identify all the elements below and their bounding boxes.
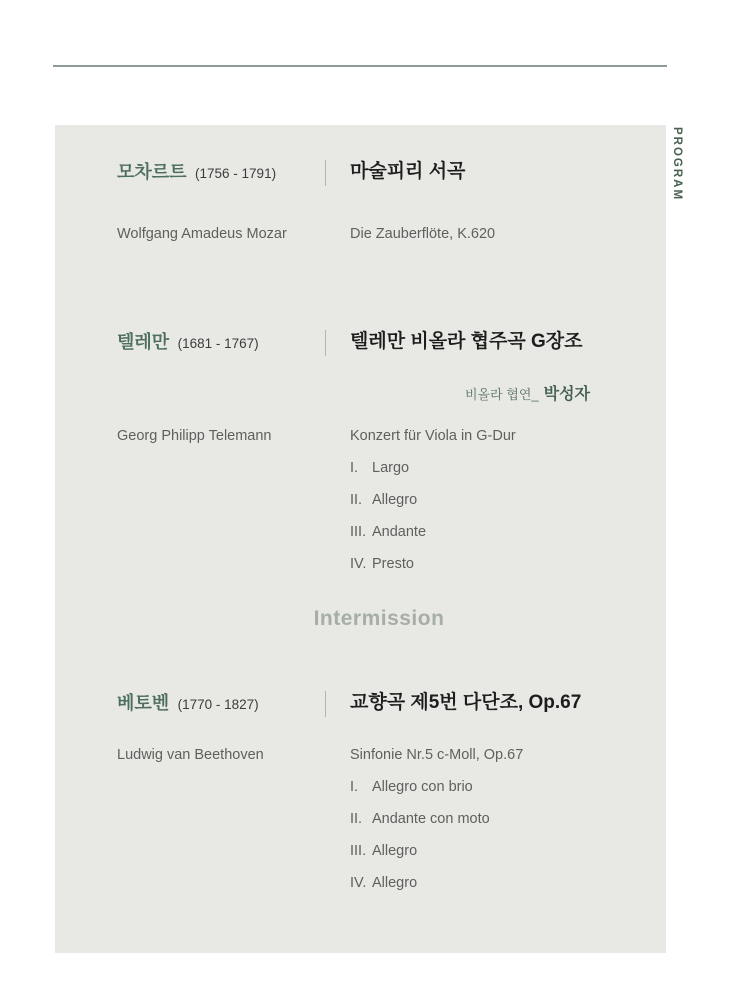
movement-item [350, 867, 641, 899]
composer-name-en: Georg Philipp Telemann [117, 428, 272, 444]
movement-item [350, 484, 641, 516]
soloist-name: 박성자 [543, 386, 590, 403]
movement-item [350, 835, 641, 867]
entry-detail-telemann [117, 420, 641, 580]
composer-dates: (1681 - 1767) [177, 336, 259, 351]
movement-numeral: III. [350, 843, 367, 859]
movement-name: Presto [372, 556, 414, 572]
program-vertical-label: PROGRAM [671, 127, 683, 202]
movement-item [350, 452, 641, 484]
movement-item [350, 771, 641, 803]
entry-header-mozart [117, 159, 641, 187]
work-title-en: Sinfonie Nr.5 c-Moll, Op.67 [350, 747, 524, 763]
entry-header-telemann [117, 329, 641, 357]
movement-numeral: IV. [350, 556, 367, 572]
movement-name: Andante con moto [372, 811, 490, 827]
entry-header-beethoven [117, 690, 641, 718]
work-detail [350, 420, 641, 580]
composer-name-kr: 모차르트 [117, 162, 187, 182]
movement-numeral: IV. [350, 875, 367, 891]
intermission-label: Intermission [313, 607, 445, 630]
composer-cell [117, 159, 325, 187]
entry-detail-mozart [117, 218, 641, 250]
program-panel [55, 125, 666, 953]
movement-name: Allegro [372, 843, 418, 859]
movement-name: Andante [372, 524, 427, 540]
movement-name: Largo [372, 460, 410, 476]
work-title-kr: 텔레만 비올라 협주곡 G장조 [350, 331, 583, 352]
movement-item [350, 548, 641, 580]
movement-numeral: II. [350, 492, 363, 508]
composer-name-kr: 텔레만 [117, 332, 170, 352]
composer-cell [117, 329, 325, 357]
entry-detail-beethoven [117, 739, 641, 899]
movement-name: Allegro con brio [372, 779, 473, 795]
movement-numeral: III. [350, 524, 367, 540]
movement-numeral: II. [350, 811, 363, 827]
movement-item [350, 516, 641, 548]
movement-numeral: I. [350, 460, 359, 476]
movement-numeral: I. [350, 779, 359, 795]
soloist-line [117, 384, 590, 406]
work-title-kr: 교향곡 제5번 다단조, Op.67 [350, 692, 582, 713]
composer-dates: (1756 - 1791) [195, 166, 277, 181]
work-title-en: Konzert für Viola in G-Dur [350, 428, 516, 444]
work-detail [350, 739, 641, 899]
composer-name-en: Wolfgang Amadeus Mozar [117, 226, 287, 242]
composer-name-kr: 베토벤 [117, 693, 170, 713]
movement-name: Allegro [372, 492, 418, 508]
work-title-kr: 마술피리 서곡 [350, 161, 466, 182]
composer-name-en: Ludwig van Beethoven [117, 747, 264, 763]
composer-dates: (1770 - 1827) [177, 697, 259, 712]
movement-name: Allegro [372, 875, 418, 891]
soloist-role: 비올라 협연_ [464, 387, 539, 402]
composer-cell [117, 690, 325, 718]
movement-item [350, 803, 641, 835]
work-title-en: Die Zauberflöte, K.620 [350, 226, 496, 242]
top-rule [53, 65, 667, 67]
work-detail [350, 218, 641, 250]
